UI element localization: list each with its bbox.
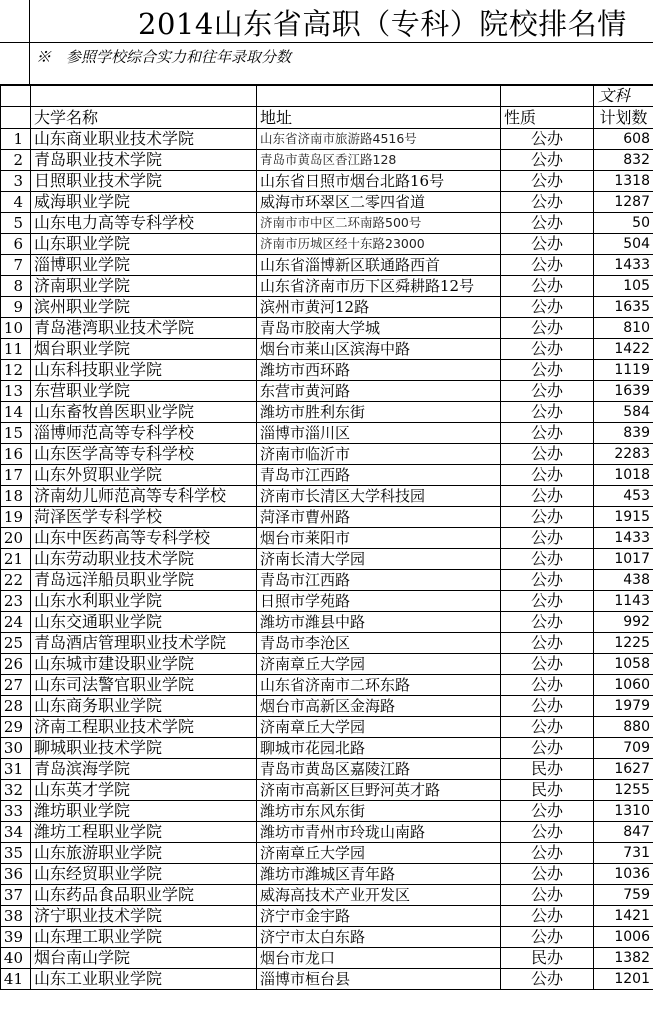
school-nature[interactable]: 公办 [501, 276, 594, 297]
school-address[interactable]: 烟台市莱阳市 [257, 528, 501, 549]
plan-count[interactable]: 2283 [594, 444, 653, 465]
school-name[interactable]: 东营职业学院 [31, 381, 257, 402]
school-name[interactable]: 青岛远洋船员职业学院 [31, 570, 257, 591]
table-row [1, 465, 653, 486]
school-address[interactable]: 滨州市黄河12路 [257, 297, 501, 318]
school-address[interactable]: 山东省济南市二环东路 [257, 675, 501, 696]
table-row [1, 549, 653, 570]
school-name[interactable]: 山东电力高等专科学校 [31, 213, 257, 234]
school-name[interactable]: 山东水利职业学院 [31, 591, 257, 612]
school-address[interactable]: 东营市黄河路 [257, 381, 501, 402]
school-nature[interactable]: 公办 [501, 402, 594, 423]
table-row [1, 381, 653, 402]
header-school-name[interactable]: 大学名称 [31, 107, 257, 129]
plan-count[interactable]: 608 [594, 129, 653, 150]
title-lead-cell[interactable] [0, 0, 30, 43]
school-name[interactable]: 山东司法警官职业学院 [31, 675, 257, 696]
plan-count[interactable]: 810 [594, 318, 653, 339]
plan-count[interactable]: 1225 [594, 633, 653, 654]
school-nature[interactable]: 公办 [501, 612, 594, 633]
school-nature[interactable]: 公办 [501, 213, 594, 234]
school-name[interactable]: 山东外贸职业学院 [31, 465, 257, 486]
school-name[interactable]: 潍坊职业学院 [31, 801, 257, 822]
row-number[interactable]: 29 [1, 717, 31, 738]
school-name[interactable]: 山东药品食品职业学院 [31, 885, 257, 906]
cell[interactable] [501, 86, 594, 107]
school-name[interactable]: 青岛酒店管理职业技术学院 [31, 633, 257, 654]
school-nature[interactable]: 公办 [501, 423, 594, 444]
title-row [0, 0, 653, 43]
table-row [1, 717, 653, 738]
school-nature[interactable]: 公办 [501, 318, 594, 339]
school-address[interactable]: 烟台市高新区金海路 [257, 696, 501, 717]
table-row [1, 612, 653, 633]
school-nature[interactable]: 公办 [501, 381, 594, 402]
table-row [1, 423, 653, 444]
table-row [1, 486, 653, 507]
plan-count[interactable]: 1255 [594, 780, 653, 801]
table-row [1, 885, 653, 906]
school-nature[interactable]: 公办 [501, 969, 594, 990]
school-nature[interactable]: 公办 [501, 717, 594, 738]
table-row [1, 822, 653, 843]
row-number[interactable]: 40 [1, 948, 31, 969]
school-nature[interactable]: 公办 [501, 885, 594, 906]
school-address[interactable]: 潍坊市潍城区青年路 [257, 864, 501, 885]
school-address[interactable]: 山东省济南市历下区舜耕路12号 [257, 276, 501, 297]
school-address[interactable]: 济宁市金宇路 [257, 906, 501, 927]
school-address[interactable]: 日照市学苑路 [257, 591, 501, 612]
school-address[interactable]: 济南市临沂市 [257, 444, 501, 465]
plan-count[interactable]: 832 [594, 150, 653, 171]
school-address[interactable]: 烟台市莱山区滨海中路 [257, 339, 501, 360]
school-name[interactable]: 山东劳动职业技术学院 [31, 549, 257, 570]
plan-count[interactable]: 1143 [594, 591, 653, 612]
table-row [1, 507, 653, 528]
plan-count[interactable]: 992 [594, 612, 653, 633]
school-address[interactable]: 青岛市江西路 [257, 465, 501, 486]
row-number[interactable]: 32 [1, 780, 31, 801]
school-nature[interactable]: 公办 [501, 738, 594, 759]
plan-count[interactable]: 1058 [594, 654, 653, 675]
school-name[interactable]: 山东畜牧兽医职业学院 [31, 402, 257, 423]
table-row [1, 297, 653, 318]
plan-count[interactable]: 1201 [594, 969, 653, 990]
row-number[interactable]: 31 [1, 759, 31, 780]
row-number[interactable]: 18 [1, 486, 31, 507]
row-number[interactable]: 16 [1, 444, 31, 465]
school-name[interactable]: 山东职业学院 [31, 234, 257, 255]
table-row [1, 780, 653, 801]
plan-count[interactable]: 1318 [594, 171, 653, 192]
school-nature[interactable]: 公办 [501, 822, 594, 843]
table-row [1, 864, 653, 885]
school-nature[interactable]: 公办 [501, 570, 594, 591]
header-plan[interactable]: 计划数 [594, 107, 653, 129]
row-number[interactable]: 37 [1, 885, 31, 906]
school-nature[interactable]: 公办 [501, 465, 594, 486]
school-address[interactable]: 济南长清大学园 [257, 549, 501, 570]
school-address[interactable]: 烟台市龙口 [257, 948, 501, 969]
school-name[interactable]: 山东城市建设职业学院 [31, 654, 257, 675]
school-address[interactable]: 山东省淄博新区联通路西首 [257, 255, 501, 276]
school-name[interactable]: 淄博师范高等专科学校 [31, 423, 257, 444]
school-nature[interactable]: 公办 [501, 591, 594, 612]
table-row [1, 633, 653, 654]
plan-count[interactable]: 1635 [594, 297, 653, 318]
school-nature[interactable]: 民办 [501, 780, 594, 801]
table-row [1, 234, 653, 255]
school-name[interactable]: 济南工程职业技术学院 [31, 717, 257, 738]
school-address[interactable]: 威海市环翠区二零四省道 [257, 192, 501, 213]
plan-count[interactable]: 438 [594, 570, 653, 591]
row-number[interactable]: 25 [1, 633, 31, 654]
page-title: 2014山东省高职（专科）院校排名情 [138, 7, 627, 41]
row-number[interactable]: 13 [1, 381, 31, 402]
school-name[interactable]: 烟台南山学院 [31, 948, 257, 969]
school-name[interactable]: 山东英才学院 [31, 780, 257, 801]
cell[interactable] [1, 86, 31, 107]
plan-count[interactable]: 1422 [594, 339, 653, 360]
school-name[interactable]: 山东经贸职业学院 [31, 864, 257, 885]
school-address[interactable]: 济南市长清区大学科技园 [257, 486, 501, 507]
school-nature[interactable]: 公办 [501, 297, 594, 318]
plan-count[interactable]: 1060 [594, 675, 653, 696]
plan-count[interactable]: 839 [594, 423, 653, 444]
plan-count[interactable]: 1036 [594, 864, 653, 885]
header-address[interactable]: 地址 [257, 107, 501, 129]
school-address[interactable]: 济南市高新区巨野河英才路 [257, 780, 501, 801]
school-name[interactable]: 山东工业职业学院 [31, 969, 257, 990]
header-nature[interactable]: 性质 [501, 107, 594, 129]
row-number[interactable]: 4 [1, 192, 31, 213]
table-row [1, 339, 653, 360]
table-row [1, 591, 653, 612]
school-nature[interactable]: 公办 [501, 843, 594, 864]
table-row [1, 213, 653, 234]
row-number[interactable]: 22 [1, 570, 31, 591]
school-nature[interactable]: 公办 [501, 927, 594, 948]
school-name[interactable]: 济南幼儿师范高等专科学校 [31, 486, 257, 507]
plan-count[interactable]: 1433 [594, 255, 653, 276]
school-address[interactable]: 潍坊市潍县中路 [257, 612, 501, 633]
plan-count[interactable]: 1915 [594, 507, 653, 528]
school-nature[interactable]: 民办 [501, 948, 594, 969]
plan-count[interactable]: 1119 [594, 360, 653, 381]
school-nature[interactable]: 公办 [501, 675, 594, 696]
row-number[interactable]: 1 [1, 129, 31, 150]
table-row [1, 675, 653, 696]
school-name[interactable]: 济宁职业技术学院 [31, 906, 257, 927]
school-address[interactable]: 淄博市淄川区 [257, 423, 501, 444]
table-row [1, 171, 653, 192]
table-row [1, 738, 653, 759]
row-number[interactable]: 2 [1, 150, 31, 171]
plan-count[interactable]: 1287 [594, 192, 653, 213]
cell[interactable] [1, 107, 31, 129]
row-number[interactable]: 14 [1, 402, 31, 423]
plan-count[interactable]: 1018 [594, 465, 653, 486]
row-number[interactable]: 21 [1, 549, 31, 570]
row-number[interactable]: 9 [1, 297, 31, 318]
row-number[interactable]: 20 [1, 528, 31, 549]
school-address[interactable]: 济南市历城区经十东路23000 [257, 234, 501, 255]
row-number[interactable]: 10 [1, 318, 31, 339]
row-number[interactable]: 8 [1, 276, 31, 297]
school-address[interactable]: 青岛市李沧区 [257, 633, 501, 654]
table-row [1, 192, 653, 213]
school-name[interactable]: 日照职业技术学院 [31, 171, 257, 192]
school-table [0, 85, 653, 990]
school-nature[interactable]: 公办 [501, 801, 594, 822]
row-number[interactable]: 39 [1, 927, 31, 948]
school-name[interactable]: 滨州职业学院 [31, 297, 257, 318]
plan-count[interactable]: 847 [594, 822, 653, 843]
school-nature[interactable]: 公办 [501, 864, 594, 885]
school-name[interactable]: 山东商务职业学院 [31, 696, 257, 717]
plan-count[interactable]: 504 [594, 234, 653, 255]
row-number[interactable]: 28 [1, 696, 31, 717]
school-nature[interactable]: 公办 [501, 486, 594, 507]
school-address[interactable]: 青岛市胶南大学城 [257, 318, 501, 339]
row-number[interactable]: 23 [1, 591, 31, 612]
table-row [1, 927, 653, 948]
table-row [1, 318, 653, 339]
table-row [1, 696, 653, 717]
school-nature[interactable]: 公办 [501, 507, 594, 528]
plan-count[interactable]: 731 [594, 843, 653, 864]
row-number[interactable]: 24 [1, 612, 31, 633]
plan-count[interactable]: 1979 [594, 696, 653, 717]
note-row [0, 43, 653, 85]
school-address[interactable]: 青岛市江西路 [257, 570, 501, 591]
school-nature[interactable]: 公办 [501, 696, 594, 717]
row-number[interactable]: 15 [1, 423, 31, 444]
school-nature[interactable]: 公办 [501, 192, 594, 213]
school-nature[interactable]: 公办 [501, 255, 594, 276]
table-row [1, 528, 653, 549]
row-number[interactable]: 12 [1, 360, 31, 381]
table-row [1, 570, 653, 591]
plan-count[interactable]: 1627 [594, 759, 653, 780]
school-name[interactable]: 青岛港湾职业技术学院 [31, 318, 257, 339]
header-row [1, 107, 653, 129]
school-address[interactable]: 聊城市花园北路 [257, 738, 501, 759]
school-name[interactable]: 山东科技职业学院 [31, 360, 257, 381]
school-name[interactable]: 青岛滨海学院 [31, 759, 257, 780]
school-nature[interactable]: 公办 [501, 444, 594, 465]
school-address[interactable]: 济南市市中区二环南路500号 [257, 213, 501, 234]
row-number[interactable]: 19 [1, 507, 31, 528]
plan-count[interactable]: 453 [594, 486, 653, 507]
school-address[interactable]: 济南章丘大学园 [257, 717, 501, 738]
school-name[interactable]: 菏泽医学专科学校 [31, 507, 257, 528]
plan-count[interactable]: 759 [594, 885, 653, 906]
school-address[interactable]: 青岛市黄岛区嘉陵江路 [257, 759, 501, 780]
school-name[interactable]: 山东医学高等专科学校 [31, 444, 257, 465]
table-row [1, 759, 653, 780]
plan-count[interactable]: 1433 [594, 528, 653, 549]
school-address[interactable]: 山东省日照市烟台北路16号 [257, 171, 501, 192]
school-address[interactable]: 潍坊市胜利东街 [257, 402, 501, 423]
school-name[interactable]: 山东旅游职业学院 [31, 843, 257, 864]
plan-count[interactable]: 709 [594, 738, 653, 759]
plan-count[interactable]: 1006 [594, 927, 653, 948]
table-row [1, 444, 653, 465]
table-row [1, 402, 653, 423]
row-number[interactable]: 5 [1, 213, 31, 234]
table-row [1, 801, 653, 822]
row-number[interactable]: 3 [1, 171, 31, 192]
school-nature[interactable]: 公办 [501, 528, 594, 549]
school-nature[interactable]: 公办 [501, 171, 594, 192]
plan-count[interactable]: 50 [594, 213, 653, 234]
table-row [1, 969, 653, 990]
school-address[interactable]: 济南章丘大学园 [257, 843, 501, 864]
row-number[interactable]: 17 [1, 465, 31, 486]
school-nature[interactable]: 公办 [501, 360, 594, 381]
table-row [1, 654, 653, 675]
table-row [1, 129, 653, 150]
school-address[interactable]: 济南章丘大学园 [257, 654, 501, 675]
school-nature[interactable]: 公办 [501, 633, 594, 654]
school-name[interactable]: 聊城职业技术学院 [31, 738, 257, 759]
table-row [1, 255, 653, 276]
school-address[interactable]: 潍坊市西环路 [257, 360, 501, 381]
plan-count[interactable]: 1421 [594, 906, 653, 927]
table-row [1, 150, 653, 171]
school-address[interactable]: 潍坊市东风东街 [257, 801, 501, 822]
row-number[interactable]: 6 [1, 234, 31, 255]
table-row [1, 360, 653, 381]
cell[interactable] [31, 86, 257, 107]
plan-count[interactable]: 1639 [594, 381, 653, 402]
row-number[interactable]: 34 [1, 822, 31, 843]
row-number[interactable]: 27 [1, 675, 31, 696]
table-row [1, 948, 653, 969]
row-number[interactable]: 33 [1, 801, 31, 822]
school-nature[interactable]: 公办 [501, 654, 594, 675]
row-number[interactable]: 38 [1, 906, 31, 927]
row-number[interactable]: 30 [1, 738, 31, 759]
table-row [1, 276, 653, 297]
plan-count[interactable]: 584 [594, 402, 653, 423]
note-lead-cell[interactable] [0, 43, 30, 85]
school-address[interactable]: 菏泽市曹州路 [257, 507, 501, 528]
plan-count[interactable]: 880 [594, 717, 653, 738]
row-number[interactable]: 41 [1, 969, 31, 990]
plan-count[interactable]: 1017 [594, 549, 653, 570]
row-number[interactable]: 11 [1, 339, 31, 360]
row-number[interactable]: 7 [1, 255, 31, 276]
school-nature[interactable]: 公办 [501, 339, 594, 360]
row-number[interactable]: 26 [1, 654, 31, 675]
table-row [1, 906, 653, 927]
school-address[interactable]: 山东省济南市旅游路4516号 [257, 129, 501, 150]
school-name[interactable]: 山东理工职业学院 [31, 927, 257, 948]
school-name[interactable]: 济南职业学院 [31, 276, 257, 297]
table-row [1, 843, 653, 864]
school-nature[interactable]: 公办 [501, 549, 594, 570]
school-nature[interactable]: 公办 [501, 906, 594, 927]
cell[interactable] [257, 86, 501, 107]
school-name[interactable]: 山东中医药高等专科学校 [31, 528, 257, 549]
school-name[interactable]: 山东交通职业学院 [31, 612, 257, 633]
note-text: ※ 参照学校综合实力和往年录取分数 [36, 48, 292, 66]
category-label[interactable]: 文科 [594, 86, 653, 107]
school-nature[interactable]: 公办 [501, 150, 594, 171]
school-name[interactable]: 威海职业学院 [31, 192, 257, 213]
school-nature[interactable]: 民办 [501, 759, 594, 780]
school-address[interactable]: 淄博市桓台县 [257, 969, 501, 990]
row-number[interactable]: 36 [1, 864, 31, 885]
school-address[interactable]: 潍坊市青州市玲珑山南路 [257, 822, 501, 843]
plan-count[interactable]: 1310 [594, 801, 653, 822]
school-name[interactable]: 潍坊工程职业学院 [31, 822, 257, 843]
plan-count[interactable]: 105 [594, 276, 653, 297]
category-row [1, 86, 653, 107]
school-nature[interactable]: 公办 [501, 129, 594, 150]
school-name[interactable]: 青岛职业技术学院 [31, 150, 257, 171]
school-address[interactable]: 威海高技术产业开发区 [257, 885, 501, 906]
row-number[interactable]: 35 [1, 843, 31, 864]
school-name[interactable]: 烟台职业学院 [31, 339, 257, 360]
school-name[interactable]: 山东商业职业技术学院 [31, 129, 257, 150]
school-name[interactable]: 淄博职业学院 [31, 255, 257, 276]
school-address[interactable]: 济宁市太白东路 [257, 927, 501, 948]
plan-count[interactable]: 1382 [594, 948, 653, 969]
school-nature[interactable]: 公办 [501, 234, 594, 255]
school-address[interactable]: 青岛市黄岛区香江路128 [257, 150, 501, 171]
